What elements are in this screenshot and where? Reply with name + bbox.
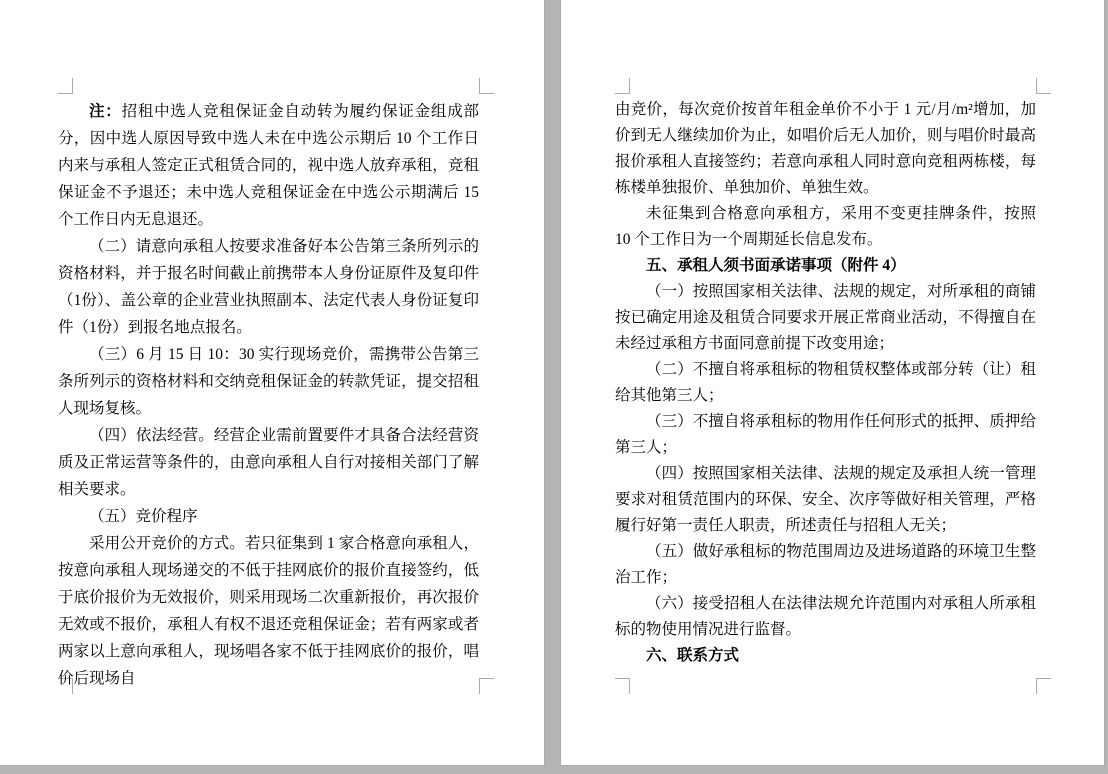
text-run: 招租中选人竞租保证金自动转为履约保证金组成部分，因中选人原因导致中选人未在中选公示期后 10 个工作日内来与承租人签定正式租赁合同的，视中选人放弃承租，竞租保证金不予退还；未中选人竞租保证金在中选公示期满后 15 个工作日内无息退还。: [58, 103, 479, 228]
paragraph[interactable]: [58, 530, 479, 692]
bold-text-run: 五、承租人须书面承诺事项（附件 4）: [646, 257, 906, 274]
paragraph[interactable]: [615, 643, 1036, 669]
text-run: 采用公开竞价的方式。若只征集到 1 家合格意向承租人，按意向承租人现场递交的不低于挂网底价的报价直接签约，低于底价报价为无效报价，则采用现场二次重新报价，再次报价无效或不报价，承租人有权不退还竞租保证金；若有两家或者两家以上意向承租人，现场唱各家不低于挂网底价的报价，唱价后现场自: [58, 535, 479, 687]
page-right[interactable]: [561, 0, 1104, 765]
text-run: （五）竞价程序: [89, 508, 198, 525]
paragraph[interactable]: [615, 591, 1036, 643]
text-run: （四）按照国家相关法律、法规的规定及承担人统一管理要求对租赁范围内的环保、安全、次序等做好相关管理，严格履行好第一责任人职责，所述责任与招租人无关；: [615, 465, 1036, 534]
page-left-content[interactable]: [58, 98, 479, 692]
text-run: （二）请意向承租人按要求准备好本公告第三条所列示的资格材料，并于报名时间截止前携带本人身份证原件及复印件（1份）、盖公章的企业营业执照副本、法定代表人身份证复印件（1份）到报名地点报名。: [58, 238, 479, 336]
paragraph[interactable]: [58, 503, 479, 530]
paragraph[interactable]: [58, 341, 479, 422]
text-run: （三）不擅自将承租标的物用作任何形式的抵押、质押给第三人；: [615, 413, 1036, 456]
paragraph[interactable]: [615, 357, 1036, 409]
paragraph[interactable]: [615, 461, 1036, 539]
text-run: （四）依法经营。经营企业需前置要件才具备合法经营资质及正常运营等条件的，由意向承租人自行对接相关部门了解相关要求。: [58, 427, 479, 498]
text-run: 由竞价，每次竞价按首年租金单价不小于 1 元/月/m²增加，加价到无人继续加价为止，如唱价后无人加价，则与唱价时最高报价承租人直接签约；若意向承租人同时意向竞租两栋楼，每栋楼单独报价、单独加价、单独生效。: [615, 101, 1036, 196]
margin-mark-bottom-left: [615, 678, 630, 694]
bold-text-run: 注：: [89, 103, 122, 120]
paragraph[interactable]: [58, 422, 479, 503]
margin-mark-top-right: [1036, 78, 1051, 94]
paragraph[interactable]: [615, 409, 1036, 461]
paragraph[interactable]: [615, 201, 1036, 253]
paragraph[interactable]: [615, 279, 1036, 357]
text-run: （二）不擅自将承租标的物租赁权整体或部分转（让）租给其他第三人；: [615, 361, 1036, 404]
margin-mark-top-right: [479, 78, 494, 94]
text-run: （六）接受招租人在法律法规允许范围内对承租人所承租标的物使用情况进行监督。: [615, 595, 1036, 638]
margin-mark-top-left: [58, 78, 73, 94]
paragraph[interactable]: [58, 98, 479, 233]
text-run: （五）做好承租标的物范围周边及进场道路的环境卫生整治工作；: [615, 543, 1036, 586]
text-run: 未征集到合格意向承租方，采用不变更挂牌条件，按照 10 个工作日为一个周期延长信息发布。: [615, 205, 1036, 248]
margin-mark-bottom-right: [1036, 678, 1051, 694]
paragraph[interactable]: [615, 539, 1036, 591]
page-right-content[interactable]: [615, 97, 1036, 669]
paragraph[interactable]: [58, 233, 479, 341]
paragraph[interactable]: [615, 253, 1036, 279]
margin-mark-bottom-right: [479, 678, 494, 694]
bold-text-run: 六、联系方式: [646, 647, 740, 664]
text-run: （三）6 月 15 日 10：30 实行现场竞价，需携带公告第三条所列示的资格材料和交纳竞租保证金的转款凭证，提交招租人现场复核。: [58, 346, 479, 417]
paragraph[interactable]: [615, 97, 1036, 201]
page-left[interactable]: [0, 0, 544, 765]
margin-mark-top-left: [615, 78, 630, 94]
text-run: （一）按照国家相关法律、法规的规定，对所承租的商铺按已确定用途及租赁合同要求开展正常商业活动，不得擅自在未经过承租方书面同意前提下改变用途；: [615, 283, 1036, 352]
